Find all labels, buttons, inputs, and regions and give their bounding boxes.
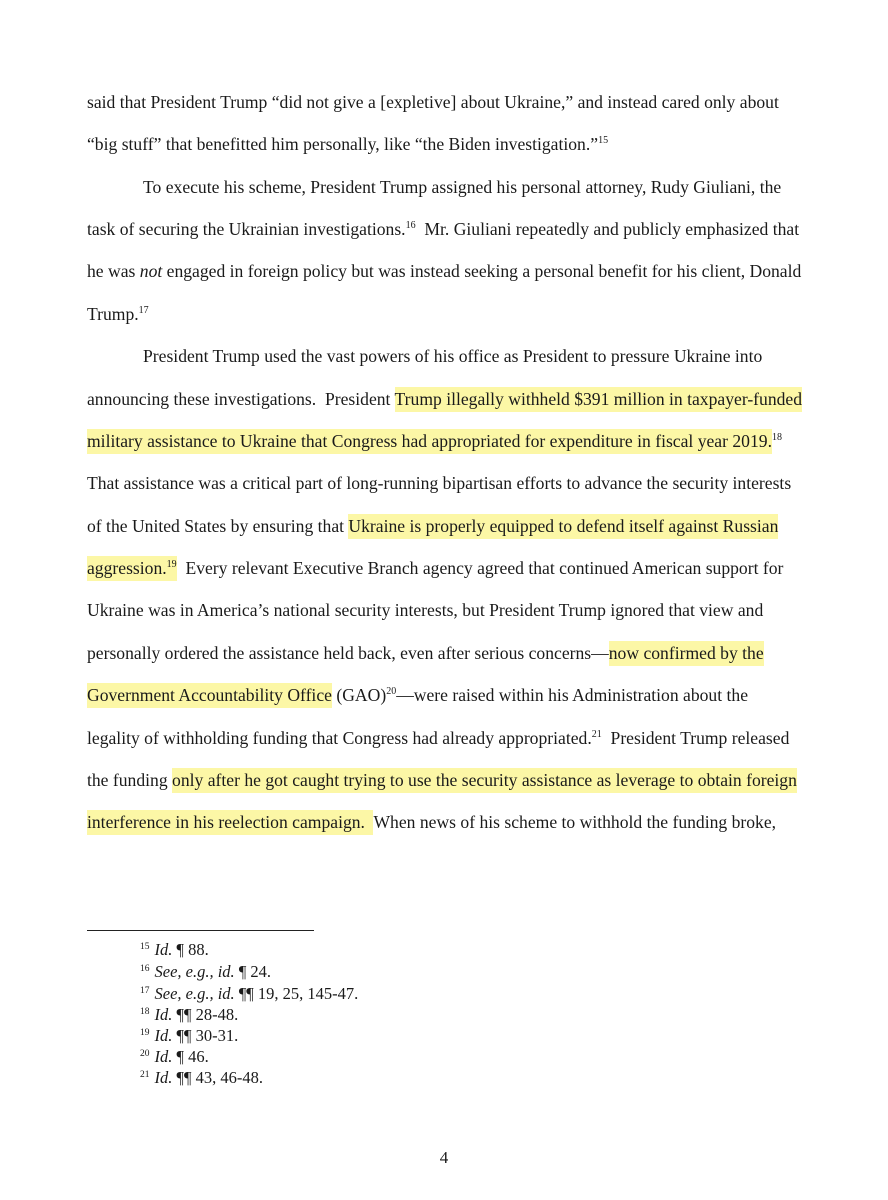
- footnote: [140, 984, 358, 1004]
- footnote-ref[interactable]: 17: [138, 305, 149, 316]
- body-line: [87, 683, 748, 707]
- footnote-ref[interactable]: 15: [598, 135, 609, 146]
- text: —were raised within his Administration about the: [396, 685, 749, 705]
- footnote-separator: [87, 930, 314, 931]
- footnote-number: 21: [140, 1070, 150, 1080]
- highlighted-text-wrap: [87, 556, 177, 581]
- body-line: [87, 471, 791, 495]
- text: of the United States by ensuring that: [87, 516, 349, 536]
- text: When news of his scheme to withhold the funding broke,: [373, 812, 777, 832]
- footnote-cite: See, e.g., id.: [154, 962, 235, 981]
- text: President Trump released: [601, 728, 790, 748]
- highlighted-text: military assistance to Ukraine that Congress had appropriated for expenditure in fiscal year 2019.: [87, 429, 772, 454]
- highlighted-text: aggression.: [87, 558, 167, 578]
- footnote-text: ¶ 24.: [234, 962, 272, 981]
- body-line: [87, 641, 764, 665]
- text: Every relevant Executive Branch agency agreed that continued American support for: [176, 558, 784, 578]
- text: “big stuff” that benefitted him personally, like “the Biden investigation.”: [87, 134, 599, 154]
- page-number: 4: [439, 1148, 449, 1167]
- text: said that President Trump “did not give a [expletive] about Ukraine,” and instead cared only about: [87, 92, 779, 112]
- footnote-text: ¶¶ 19, 25, 145-47.: [234, 984, 359, 1003]
- body-line: [143, 175, 781, 199]
- text: Ukraine was in America’s national security interests, but President Trump ignored that view and: [87, 600, 764, 620]
- body-line: [143, 344, 762, 368]
- footnote: [140, 1068, 263, 1088]
- text: (GAO): [331, 685, 387, 705]
- footnote-text: ¶¶ 43, 46-48.: [172, 1068, 263, 1087]
- highlighted-text: Ukraine is properly equipped to defend itself against Russian: [348, 514, 778, 539]
- footnote-text: ¶ 46.: [172, 1047, 209, 1066]
- footnote-ref[interactable]: 20: [386, 686, 397, 697]
- highlighted-text: Trump illegally withheld $391 million in taxpayer-funded: [395, 387, 803, 412]
- footnote-number: 15: [140, 942, 150, 952]
- footnote: [140, 1026, 238, 1046]
- body-line: [87, 387, 802, 411]
- text: To execute his scheme, President Trump assigned his personal attorney, Rudy Giuliani, the: [143, 177, 782, 197]
- footnote-cite: Id.: [154, 940, 173, 959]
- footnote-number: 18: [140, 1007, 150, 1017]
- body-line: [87, 598, 763, 622]
- footnote-text: ¶¶ 28-48.: [172, 1005, 239, 1024]
- footnote: [140, 940, 209, 960]
- footnote-number: 16: [140, 964, 150, 974]
- highlighted-text: only after he got caught trying to use the security assistance as leverage to obtain foreign: [172, 768, 797, 793]
- body-line: [87, 132, 608, 156]
- text: legality of withholding funding that Congress had already appropriated.: [87, 728, 592, 748]
- footnote-ref[interactable]: 21: [591, 729, 602, 740]
- highlighted-text: now confirmed by the: [609, 641, 764, 666]
- highlighted-text: Government Accountability Office: [87, 683, 332, 708]
- body-line: [87, 514, 778, 538]
- footnote-number: 20: [140, 1049, 150, 1059]
- body-line: [87, 810, 776, 834]
- text: Trump.: [87, 304, 139, 324]
- highlighted-text: interference in his reelection campaign.: [87, 810, 373, 835]
- footnote-ref[interactable]: 18: [771, 432, 782, 443]
- emphasis-text: not: [139, 261, 163, 281]
- body-line: [87, 556, 783, 580]
- body-line: [87, 90, 779, 114]
- text: President Trump used the vast powers of his office as President to pressure Ukraine into: [143, 346, 763, 366]
- footnote-cite: See, e.g., id.: [154, 984, 235, 1003]
- body-line: [87, 768, 797, 792]
- footnote: [140, 962, 271, 982]
- footnote-ref[interactable]: 16: [405, 220, 416, 231]
- footnote-cite: Id.: [154, 1047, 173, 1066]
- footnote-ref[interactable]: 19: [166, 559, 177, 570]
- footnote-number: 17: [140, 986, 150, 996]
- text: Mr. Giuliani repeatedly and publicly emphasized that: [415, 219, 800, 239]
- footnote-text: ¶ 88.: [172, 940, 209, 959]
- footnote-cite: Id.: [154, 1026, 173, 1045]
- body-line: [87, 302, 149, 326]
- text: the funding: [87, 770, 173, 790]
- text: he was: [87, 261, 140, 281]
- footnote-text: ¶¶ 30-31.: [172, 1026, 239, 1045]
- footnote-cite: Id.: [154, 1005, 173, 1024]
- body-line: [87, 726, 789, 750]
- text: personally ordered the assistance held back, even after serious concerns—: [87, 643, 609, 663]
- text: announcing these investigations. President: [87, 389, 395, 409]
- body-line: [87, 259, 801, 283]
- body-line: [87, 217, 799, 241]
- text: engaged in foreign policy but was instead seeking a personal benefit for his client, Donald: [162, 261, 802, 281]
- text: That assistance was a critical part of long-running bipartisan efforts to advance the security interests: [87, 473, 792, 493]
- footnote: [140, 1005, 238, 1025]
- footnote: [140, 1047, 209, 1067]
- footnote-number: 19: [140, 1028, 150, 1038]
- text: task of securing the Ukrainian investigations.: [87, 219, 406, 239]
- footnote-cite: Id.: [154, 1068, 173, 1087]
- body-line: [87, 429, 782, 453]
